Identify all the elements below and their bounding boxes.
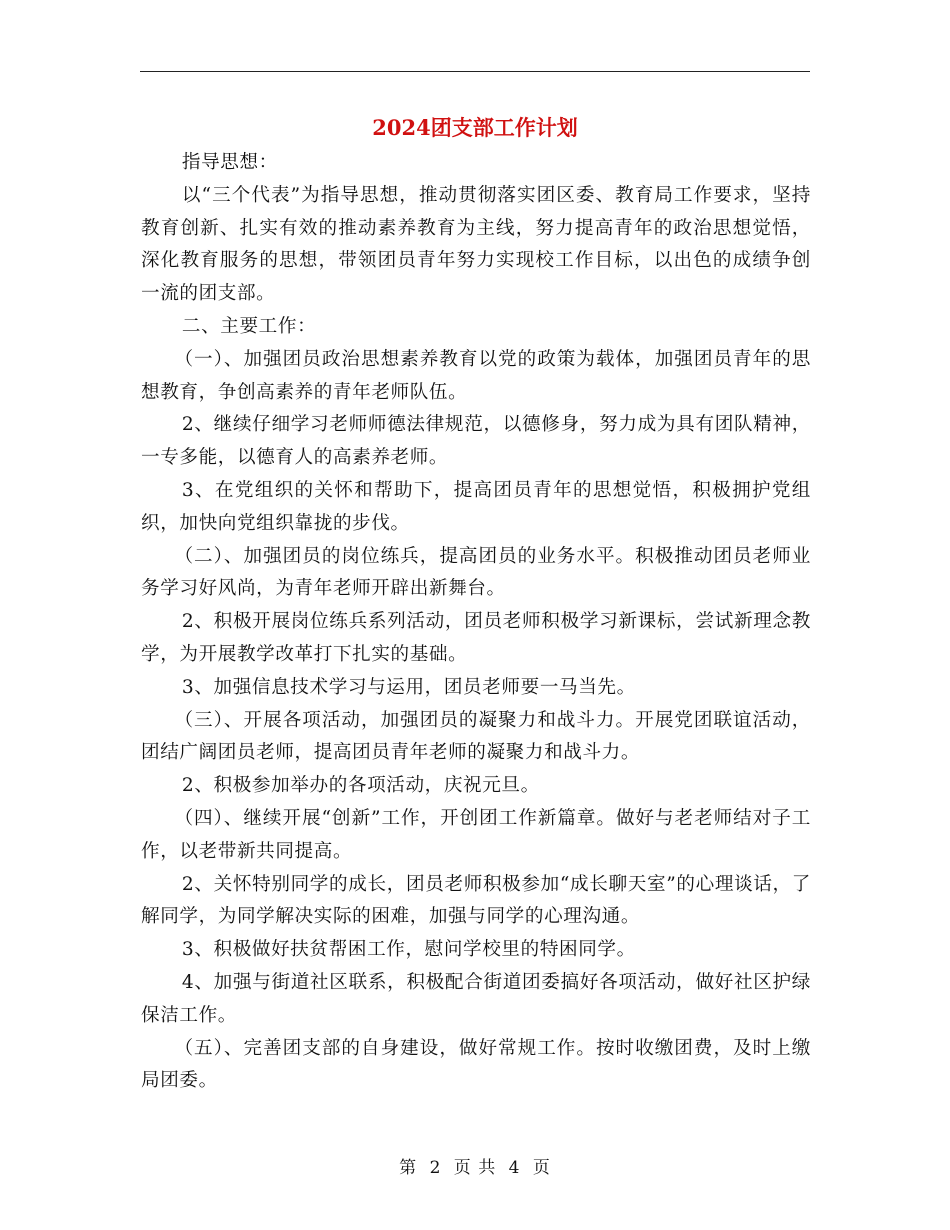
paragraph: 二、主要工作： <box>181 315 317 337</box>
paragraph: 2、积极参加举办的各项活动，庆祝元旦。 <box>181 775 540 797</box>
paragraph: 2、继续仔细学习老师师德法律规范，以德修身，努力成为具有团队精神，一专多能，以德育人的高素养老师。 <box>141 414 811 469</box>
paragraph: （四）、继续开展“创新”工作，开创团工作新篇章。做好与老老师结对子工作，以老带新共同提高。 <box>141 807 811 862</box>
paragraph: （二）、加强团员的岗位练兵，提高团员的业务水平。积极推动团员老师业务学习好风尚，为青年老师开辟出新舞台。 <box>141 545 811 600</box>
header-rule <box>140 71 810 72</box>
document-title: 2024团支部工作计划 <box>372 115 578 140</box>
paragraph: 3、在党组织的关怀和帮助下，提高团员青年的思想觉悟，积极拥护党组织，加快向党组织靠拢的步伐。 <box>141 479 811 534</box>
paragraph: 4、加强与街道社区联系，积极配合街道团委搞好各项活动，做好社区护绿保洁工作。 <box>141 971 811 1026</box>
paragraph: 指导思想： <box>181 152 278 173</box>
page-footer <box>0 1153 950 1178</box>
paragraph: 2、积极开展岗位练兵系列活动，团员老师积极学习新课标，尝试新理念教学，为开展教学改革打下扎实的基础。 <box>141 611 811 665</box>
document-body <box>141 147 811 1098</box>
paragraph: 以“三个代表”为指导思想，推动贯彻落实团区委、教育局工作要求，坚持教育创新、扎实有效的推动素养教育为主线，努力提高青年的政治思想觉悟，深化教育服务的思想，带领团员青年努力实现校工作目标，以出色的成绩争创一流的团支部。 <box>141 184 811 305</box>
footer-current-page: 2 <box>429 1158 442 1178</box>
footer-suffix: 页 <box>532 1158 551 1178</box>
paragraph: 3、加强信息技术学习与运用，团员老师要一马当先。 <box>181 676 636 698</box>
paragraph: （五）、完善团支部的自身建设，做好常规工作。按时收缴团费，及时上缴局团委。 <box>141 1037 811 1092</box>
footer-prefix: 第 <box>399 1158 418 1178</box>
footer-total-pages: 4 <box>508 1158 521 1178</box>
paragraph: （三）、开展各项活动，加强团员的凝聚力和战斗力。开展党团联谊活动，团结广阔团员老师，提高团员青年老师的凝聚力和战斗力。 <box>141 709 811 764</box>
footer-mid: 页 共 <box>453 1158 497 1178</box>
paragraph: 3、积极做好扶贫帮困工作，慰问学校里的特困同学。 <box>181 939 636 961</box>
paragraph: 2、关怀特别同学的成长，团员老师积极参加“成长聊天室”的心理谈话，了解同学，为同学解决实际的困难，加强与同学的心理沟通。 <box>141 873 811 928</box>
paragraph: （一）、加强团员政治思想素养教育以党的政策为载体，加强团员青年的思想教育，争创高素养的青年老师队伍。 <box>141 348 811 403</box>
